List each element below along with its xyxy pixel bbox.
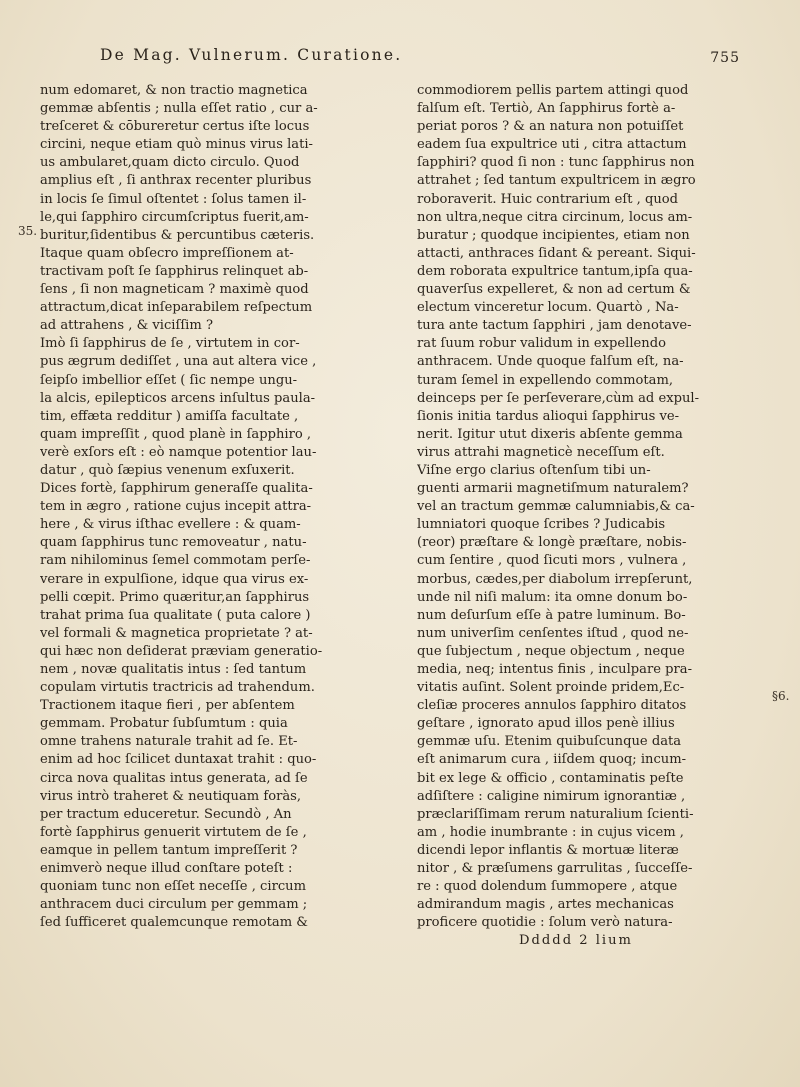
text-line: nitor , & præſumens garrulitas , ſucceſſe- — [417, 861, 693, 877]
text-line: quaverſus expelleret, & non ad certum & — [417, 282, 691, 298]
text-line: gemmæ abſentis ; nulla eſſet ratio , cur a- — [40, 101, 318, 117]
text-line: tim, effæta redditur ) amiſſa facultate , — [40, 408, 299, 424]
text-line: bit ex lege & officio , contaminatis peſte — [417, 770, 684, 786]
text-line: vel an tractum gemmæ calumniabis,& ca- — [417, 499, 695, 515]
text-line: electum vinceretur locum. Quartò , Na- — [417, 300, 679, 316]
text-line: per tractum educeretur. Secundò , An — [40, 806, 292, 822]
text-line: le,qui ſapphiro circumſcriptus fuerit,am- — [40, 209, 309, 225]
text-line: omne trahens naturale trahit ad ſe. Et- — [40, 734, 298, 750]
text-line: eadem ſua expultrice uti , citra attactum — [417, 137, 687, 153]
text-line: am , hodie inumbrante : in cujus vicem , — [417, 824, 684, 840]
text-line: eamque in pellem tantum impreſſerit ? — [40, 842, 298, 858]
text-line: attrahet ; ſed tantum expultricem in ægro — [417, 173, 696, 189]
text-line: Viſne ergo clarius oſtenſum tibi un- — [417, 462, 651, 478]
text-line: pus ægrum dediſſet , una aut altera vice , — [40, 354, 317, 370]
text-line: deinceps per ſe perſeverare,cùm ad expul- — [417, 390, 700, 406]
text-line: eſt animarum cura , iiſdem quoq; incum- — [417, 752, 687, 768]
text-line: trahat prima ſua qualitate ( puta calore ) — [40, 607, 311, 623]
text-line: num univerſim cenſentes iſtud , quod ne- — [417, 625, 689, 641]
text-line: attacti, anthraces ſidant & pereant. Siqui- — [417, 245, 696, 261]
margin-line-number: 35. — [18, 224, 38, 238]
text-line: quam impreſſit , quod planè in ſapphiro , — [40, 426, 312, 442]
text-line: unde nil niſi malum: ita omne donum bo- — [417, 589, 688, 605]
text-line: la alcis, epilepticos arcens inſultus paula- — [40, 390, 316, 406]
text-line: tem in ægro , ratione cujus incepit attra- — [40, 499, 312, 515]
text-line: roboraverit. Huic contrarium eſt , quod — [417, 191, 679, 207]
text-line: qui hæc non deſiderat præviam generatio- — [40, 643, 323, 659]
text-line: geſtare , ignorato apud illos penè illius — [417, 716, 675, 732]
text-line: tura ante tactum ſapphiri , jam denotave- — [417, 318, 692, 334]
text-line: pelli cœpit. Primo quæritur,an ſapphirus — [40, 589, 310, 605]
text-line: vitatis auſint. Solent proinde pridem,Ec- — [417, 680, 685, 696]
text-line: ſens , ſi non magneticam ? maximè quod — [40, 282, 309, 298]
text-line: in locis ſe ſimul oſtentet : ſolus tamen il- — [40, 191, 307, 207]
text-line: præclariſſimam rerum naturalium ſcienti- — [417, 806, 694, 822]
text-line: anthracem. Unde quoque falſum eſt, na- — [417, 354, 684, 370]
text-line: anthracem duci circulum per gemmam ; — [40, 897, 308, 913]
text-line: proficere quotidie : ſolum verò natura- — [417, 915, 673, 931]
text-line: Dices fortè, ſapphirum generaſſe qualita- — [40, 481, 313, 497]
text-line: fortè ſapphirus genuerit virtutem de ſe , — [40, 824, 307, 840]
text-line: cum ſentire , quod ſicuti mors , vulnera , — [417, 553, 687, 569]
text-line: lumniatori quoque ſcribes ? Judicabis — [417, 517, 666, 533]
text-line: nerit. Igitur utut dixeris abſente gemma — [417, 426, 683, 442]
text-line: datur , quò ſæpius venenum exſuxerit. — [40, 462, 295, 478]
text-line: ad attrahens , & viciſſim ? — [40, 318, 213, 334]
text-line: quoniam tunc non eſſet neceſſe , circum — [40, 879, 307, 895]
text-line: here , & virus iſthac evellere : & quam- — [40, 517, 301, 533]
text-line: virus attrahi magneticè neceſſum eſt. — [417, 444, 665, 460]
page-number: 755 — [710, 50, 740, 66]
text-line: dem roborata expultrice tantum,ipſa qua- — [417, 263, 693, 279]
text-line: morbus, cædes,per diabolum irrepſerunt, — [417, 571, 693, 587]
text-line: media, neq; intentus finis , inculpare pra- — [417, 662, 693, 677]
text-line: attractum,dicat inſeparabilem reſpectum — [40, 300, 313, 316]
text-line: Itaque quam obſecro impreſſionem at- — [40, 245, 294, 261]
text-line: guenti armarii magnetiſmum naturalem? — [417, 481, 689, 497]
left-text-column — [40, 82, 358, 932]
text-line: copulam virtutis tractricis ad trahendum. — [40, 680, 315, 696]
text-line: buratur ; quodque incipientes, etiam non — [417, 227, 690, 243]
text-line: quam ſapphirus tunc removeatur , natu- — [40, 535, 307, 551]
text-line: vel formali & magnetica proprietate ? at- — [40, 625, 313, 641]
text-line: cleſiæ proceres annulos ſapphiro ditatos — [417, 698, 687, 714]
text-line: ram nihilominus ſemel commotam perſe- — [40, 553, 311, 569]
text-line: que ſubjectum , neque objectum , neque — [417, 643, 685, 659]
text-line: verè exſors eſt : eò namque potentior lau- — [40, 444, 317, 460]
text-line: falſum eſt. Tertiò, An ſapphirus fortè a- — [417, 101, 676, 117]
text-line: num deſurſum eſſe à patre luminum. Bo- — [417, 607, 686, 623]
text-line: re : quod dolendum ſummopere , atque — [417, 879, 678, 895]
text-line: ſeipſo imbellior eſſet ( ſic nempe ungu- — [40, 372, 298, 388]
signature-line: Ddddd 2 lium — [519, 933, 633, 949]
text-line: circini, neque etiam quò minus virus lati- — [40, 137, 313, 153]
text-line: verare in expulſione, idque qua virus ex- — [40, 571, 309, 587]
text-line: gemmam. Probatur ſubſumtum : quia — [40, 716, 288, 732]
text-line: buritur,ſidentibus & percuntibus cæteris. — [40, 227, 315, 243]
text-line: dicendi lepor inflantis & mortuæ literæ — [417, 842, 679, 858]
text-line: enim ad hoc ſcilicet duntaxat trahit : quo- — [40, 752, 317, 768]
running-title: De Mag. Vulnerum. Curatione. — [100, 46, 403, 64]
text-line: amplius eſt , ſi anthrax recenter pluribus — [40, 173, 312, 189]
text-line: Imò ſi ſapphirus de ſe , virtutem in cor- — [40, 336, 300, 352]
text-line: us ambularet,quam dicto circulo. Quod — [40, 155, 300, 171]
text-line: adſiſtere : caligine nimirum ignorantiæ , — [417, 788, 686, 804]
text-line: turam ſemel in expellendo commotam, — [417, 372, 674, 388]
text-line: non ultra,neque citra circinum, locus am- — [417, 209, 693, 225]
text-line: treſceret & cōbureretur certus iſte locus — [40, 119, 310, 135]
text-line: commodiorem pellis partem attingi quod — [417, 83, 689, 98]
text-line: Tractionem itaque fieri , per abſentem — [40, 698, 295, 714]
text-line: tractivam poſt ſe ſapphirus relinquet ab- — [40, 263, 309, 279]
text-line: circa nova qualitas intus generata, ad ſe — [40, 770, 308, 786]
text-line: ſed ſufficeret qualemcunque remotam & — [40, 915, 308, 931]
text-line: ſionis initia tardus alioqui ſapphirus ve- — [417, 408, 680, 424]
margin-reference: §6. — [772, 689, 790, 703]
text-line: periat poros ? & an natura non potuiſſet — [417, 119, 684, 135]
text-line: ſapphiri? quod ſi non : tunc ſapphirus non — [417, 155, 695, 171]
text-line: admirandum magis , artes mechanicas — [417, 897, 674, 913]
right-text-column — [417, 82, 735, 951]
text-line: enimverò neque illud conſtare poteſt : — [40, 861, 293, 877]
text-line: virus intrò traheret & neutiquam foràs, — [40, 788, 302, 804]
text-line: num edomaret, & non tractio magnetica — [40, 83, 308, 98]
text-line: nem , novæ qualitatis intus : ſed tantum — [40, 662, 307, 677]
text-line: gemmæ uſu. Etenim quibuſcunque data — [417, 734, 682, 750]
text-line: (reor) præſtare & longè præſtare, nobis- — [417, 535, 687, 551]
text-line: rat ſuum robur validum in expellendo — [417, 336, 666, 352]
